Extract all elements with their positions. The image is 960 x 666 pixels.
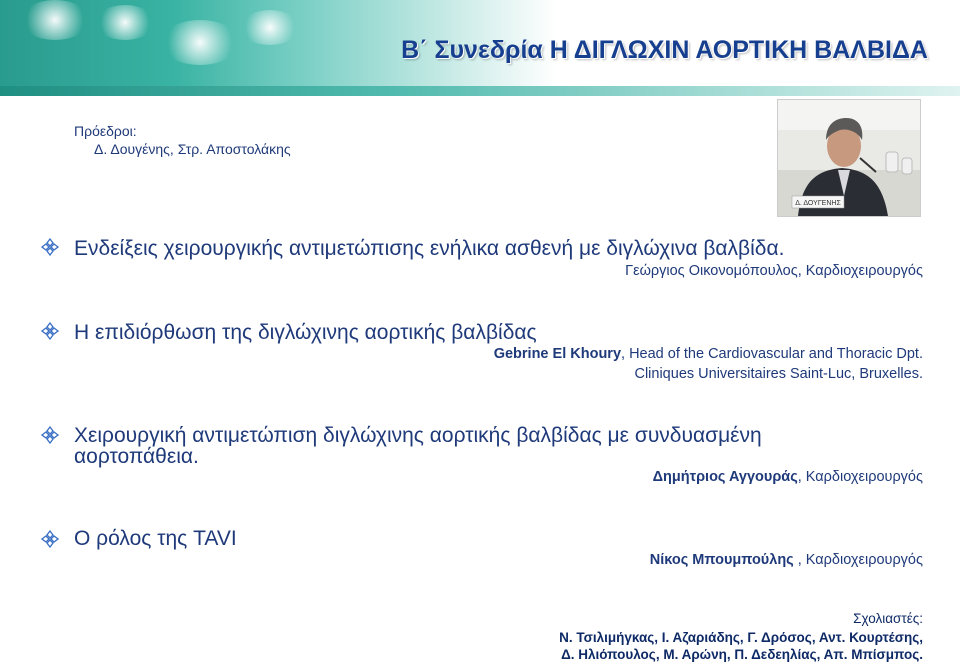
diamond-bullet-icon (41, 238, 59, 256)
topic-4-speaker-name: Νίκος Μπουμπούλης (649, 552, 798, 568)
topic-4-speaker (650, 552, 923, 568)
topic-3-title-line1: Χειρουργική αντιμετώπιση διγλώχινης αορτικής βαλβίδας με συνδυασμένη (74, 424, 762, 447)
topic-1-speaker-role: , Καρδιοχειρουργός (797, 263, 923, 279)
surgical-lamp-decoration (20, 0, 90, 40)
diamond-bullet-icon (41, 530, 59, 548)
topic-4-speaker-role: , Καρδιοχειρουργός (797, 552, 923, 568)
topic-2-speaker-role: , Head of the Cardiovascular and Thoracic Dpt. (621, 346, 923, 362)
chairs-label: Πρόεδροι: (74, 123, 137, 139)
diamond-bullet-icon (41, 426, 59, 444)
surgical-lamp-decoration (95, 5, 155, 40)
topic-3-speaker-name: Δημήτριος Αγγουράς (652, 469, 798, 485)
topic-2-title: Η επιδιόρθωση της διγλώχινης αορτικής βαλβίδας (74, 321, 537, 344)
chairman-photo-image (778, 100, 920, 216)
topic-1-speaker (625, 263, 923, 279)
discussants-label: Σχολιαστές: (853, 611, 923, 626)
header-stripe (0, 86, 960, 96)
topic-1-title: Ενδείξεις χειρουργικής αντιμετώπισης ενήλικα ασθενή με διγλώχινα βαλβίδα. (74, 237, 785, 260)
surgical-lamp-decoration (160, 20, 240, 65)
header-banner (0, 0, 960, 96)
topic-3-title-line2: αορτοπάθεια. (74, 445, 199, 468)
topic-2-speaker-name: Gebrine El Khoury (493, 346, 622, 362)
discussants-line2: Δ. Ηλιόπουλος, Μ. Αρώνη, Π. Δεδεηλίας, Απ. Μπίσμπος. (561, 647, 923, 662)
topic-2-speaker-affiliation: Cliniques Universitaires Saint-Luc, Bruxelles. (634, 366, 923, 382)
surgical-lamp-decoration (240, 10, 300, 45)
topic-3-speaker-role: , Καρδιοχειρουργός (797, 469, 923, 485)
session-title: Β΄ Συνεδρία Η ΔΙΓΛΩΧΙΝ ΑΟΡΤΙΚΗ ΒΑΛΒΙΔΑ (401, 36, 928, 64)
topic-2-speaker (494, 346, 923, 362)
topic-1-speaker-name: Γεώργιος Οικονομόπουλος (625, 263, 798, 279)
topic-3-speaker (653, 469, 923, 485)
topic-4-title: Ο ρόλος της TAVI (74, 527, 237, 550)
nameplate-text: Δ. ΔΟΥΓΕΝΗΣ (795, 200, 841, 207)
discussants-line1: Ν. Τσιλιμήγκας, Ι. Αζαριάδης, Γ. Δρόσος, Αντ. Κουρτέσης, (559, 630, 923, 645)
chairman-photo (777, 99, 921, 217)
diamond-bullet-icon (41, 322, 59, 340)
chairs-names: Δ. Δουγένης, Στρ. Αποστολάκης (94, 141, 291, 157)
